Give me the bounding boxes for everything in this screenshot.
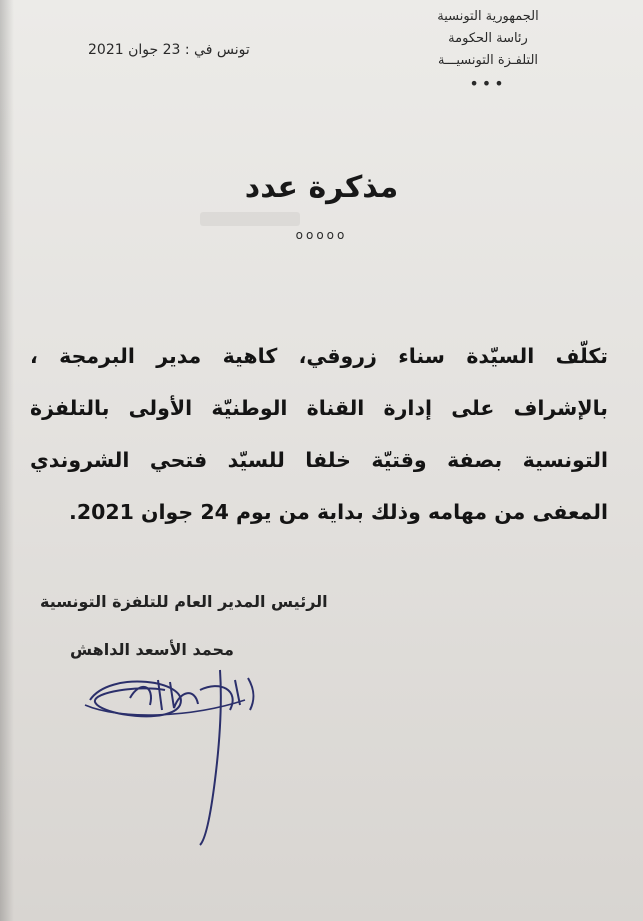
letterhead-dots: ••• <box>469 74 507 93</box>
date-line: تونس في : 23 جوان 2021 <box>88 42 250 58</box>
letterhead <box>403 6 573 92</box>
memo-body: تكلّف السيّدة سناء زروقي، كاهية مدير البرمجة ، بالإشراف على إدارة القناة الوطنيّة الأولى بالتلفزة التونسية بصفة وقتيّة خلفا للسيّد فتحي الشروندي المعفى من مهامه وذلك بداية من يوم 24 جوان 2021. <box>30 344 608 524</box>
signatory-name: محمد الأسعد الداهش <box>70 640 234 659</box>
memo-ornament: ooooo <box>295 228 348 242</box>
letterhead-presidency: رئاسة الحكومة <box>448 31 528 46</box>
show-through-mark <box>200 212 300 226</box>
memo-title: مذكرة عدد <box>244 170 399 205</box>
letterhead-republic: الجمهورية التونسية <box>437 9 539 24</box>
letterhead-television: التلفـزة التونسيـــة <box>437 53 539 68</box>
signatory-title: الرئيس المدير العام للتلفزة التونسية <box>40 592 328 611</box>
handwritten-signature <box>70 660 280 860</box>
